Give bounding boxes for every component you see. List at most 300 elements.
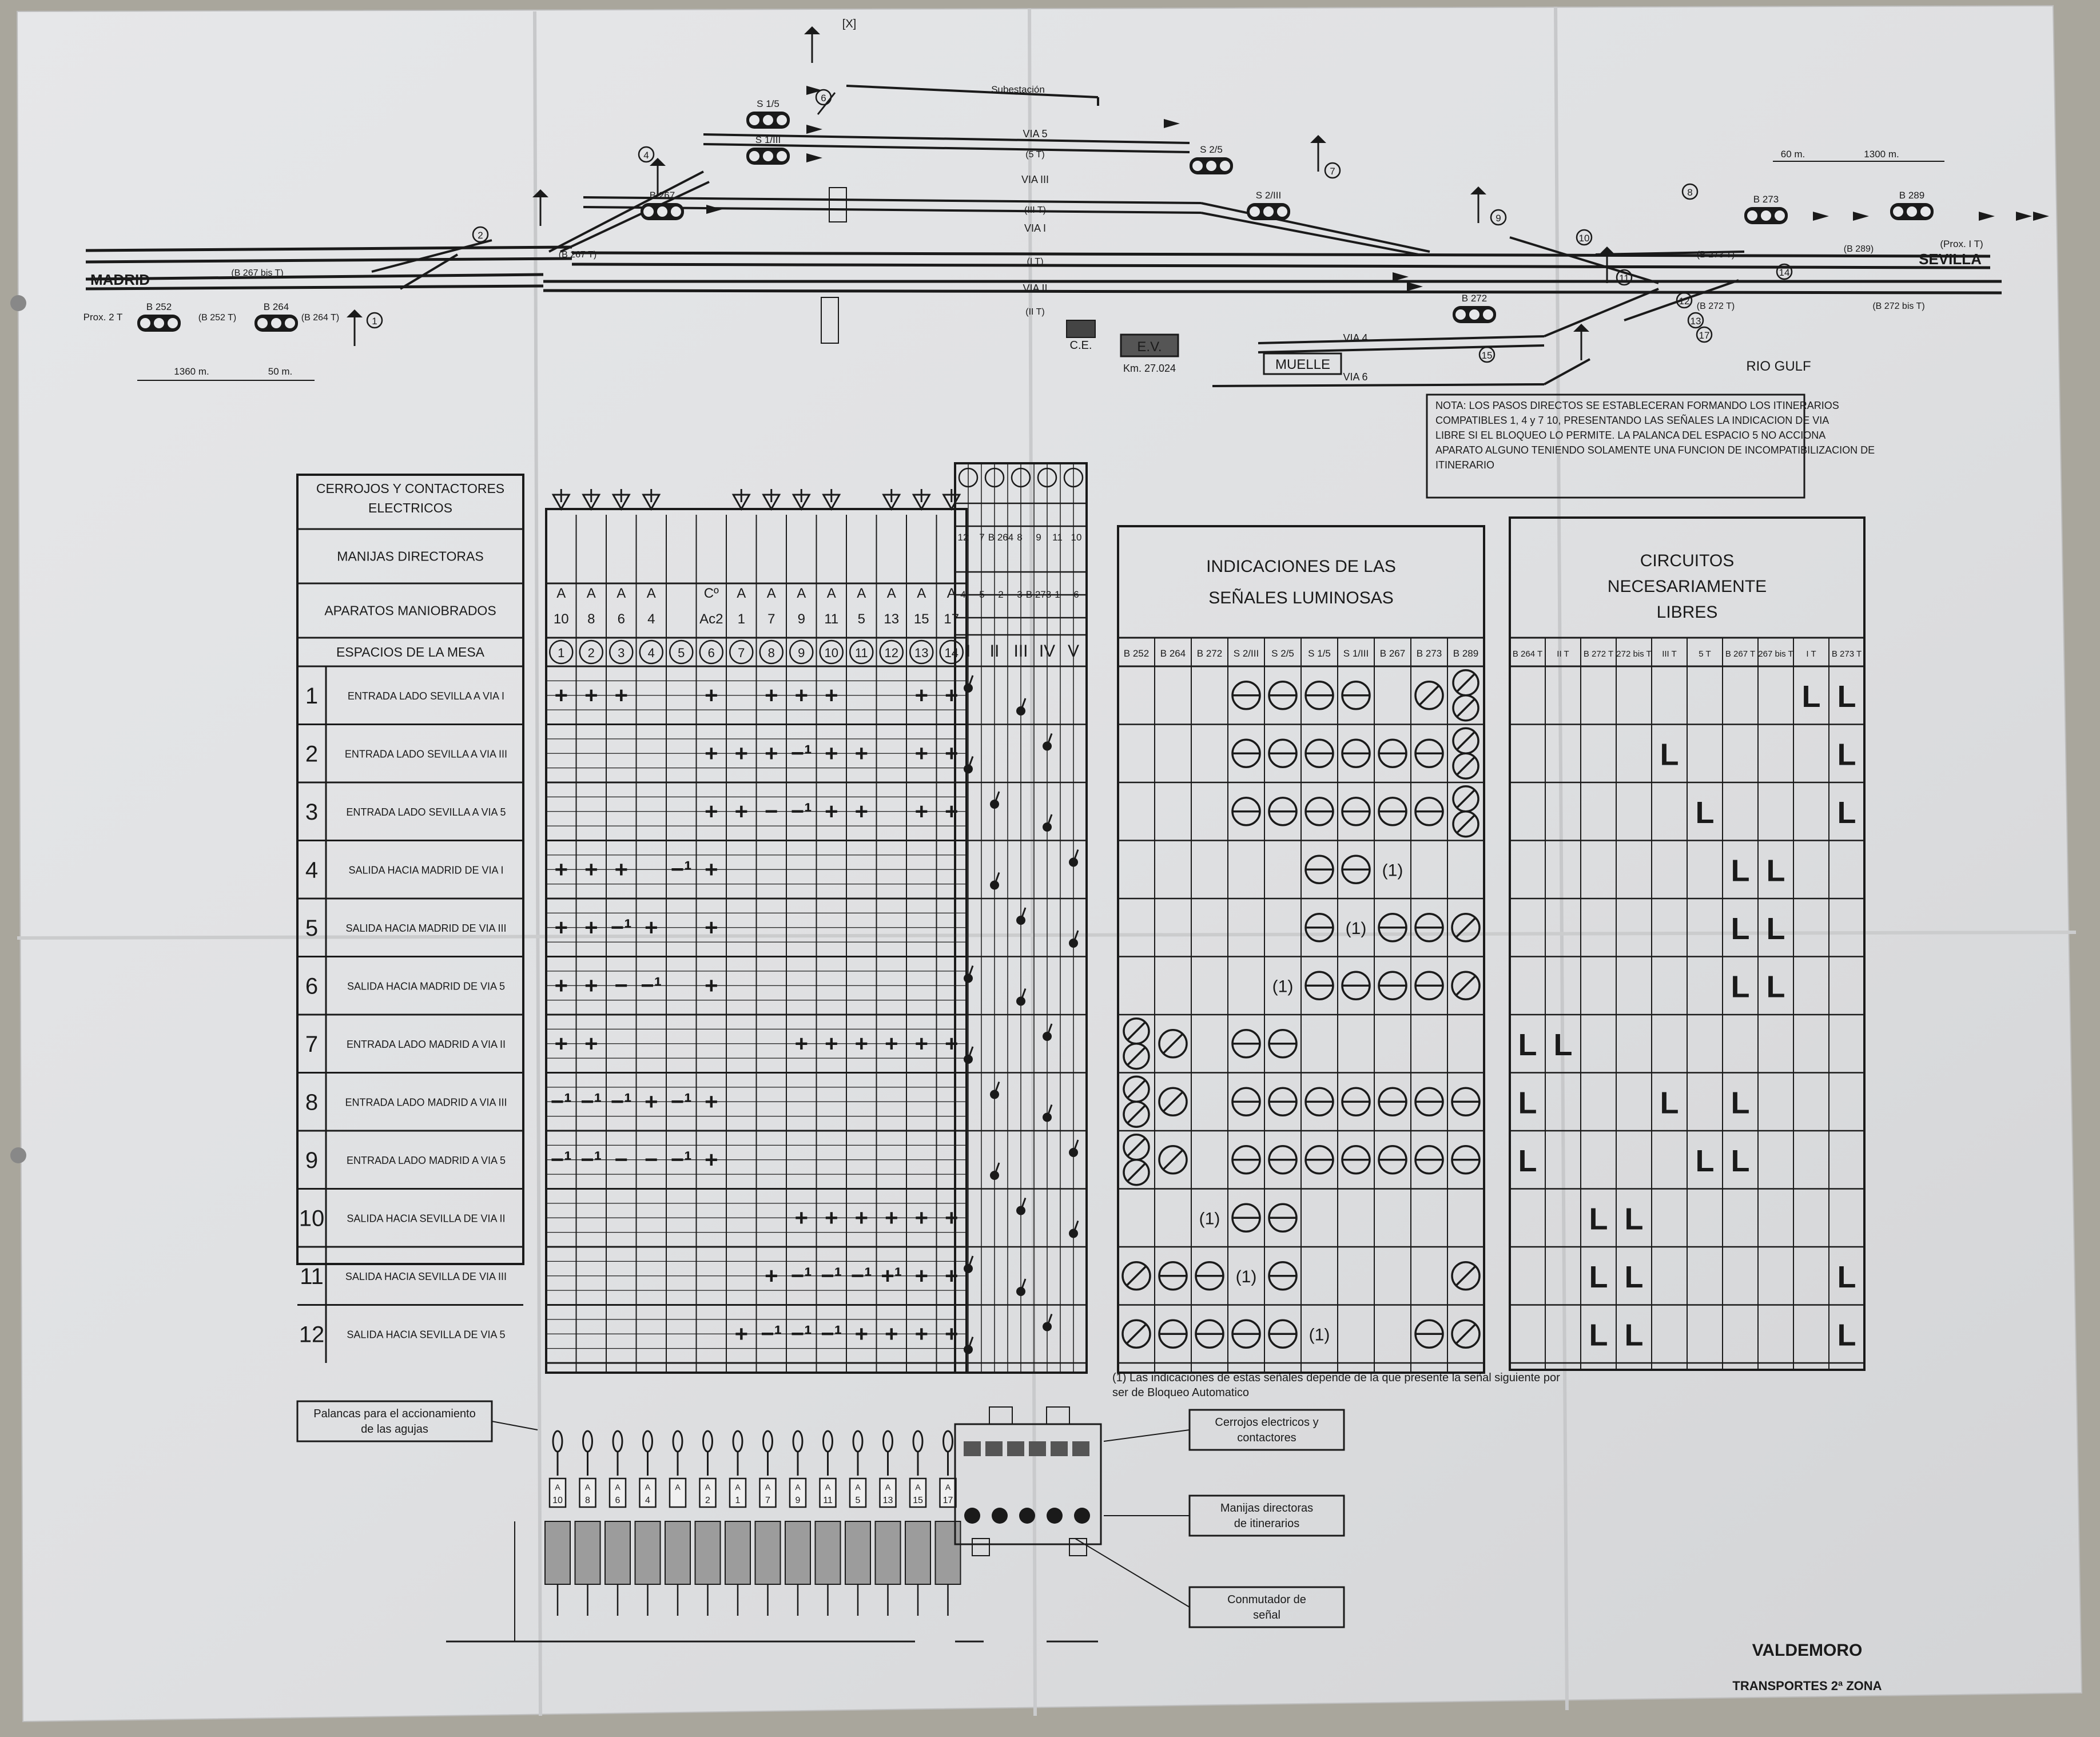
via-label: VIA III	[1021, 174, 1049, 185]
signals-column-header: B 273	[1416, 648, 1442, 659]
circuit-free-mark: L	[1837, 1259, 1856, 1294]
grid-cell-mark: −	[614, 1147, 628, 1172]
signal-name: B 264	[263, 301, 289, 312]
circuit-free-mark: L	[1731, 853, 1750, 888]
route-label: SALIDA HACIA SEVILLA DE VIA II	[347, 1213, 506, 1225]
grid-cell-mark: −¹	[790, 1263, 812, 1289]
grid-cell-mark: +	[854, 798, 868, 824]
manijas-label: Manijas directoras	[1220, 1502, 1314, 1515]
space-number: 5	[678, 646, 685, 660]
lever-tag-number: 7	[765, 1496, 770, 1505]
director-number: 10	[1071, 532, 1082, 543]
via-label: VIA 6	[1343, 371, 1368, 383]
lever-drum-icon	[635, 1521, 661, 1584]
rio-gulf-label: RIO GULF	[1746, 359, 1811, 374]
director-number: 7	[979, 532, 985, 543]
ce-box	[1067, 320, 1095, 337]
grid-cell-mark: −¹	[670, 1089, 692, 1115]
signal-name: B 267	[649, 190, 675, 201]
signal-lamp-icon	[1455, 309, 1466, 320]
director-column: II	[989, 642, 1000, 661]
route-number: 10	[299, 1206, 325, 1231]
signal-lamp-icon	[168, 318, 178, 328]
signal-lamp-icon	[154, 318, 164, 328]
lever-tag-number: 1	[735, 1496, 741, 1505]
director-number: 2	[998, 589, 1004, 600]
header-label: CERROJOS Y CONTACTORES	[316, 481, 505, 496]
circuit-label: (I T)	[1027, 257, 1044, 267]
grid-cell-mark: +	[825, 1031, 838, 1056]
director-number: 8	[1017, 532, 1023, 543]
frame-lock-icon	[985, 1441, 1003, 1456]
via-label: VIA 4	[1343, 332, 1368, 344]
lever-tag-letter: A	[885, 1482, 891, 1492]
distance-label: 50 m.	[268, 366, 293, 377]
grid-cell-mark: −¹	[670, 857, 692, 883]
signal-lamp-icon	[1483, 309, 1493, 320]
page-title: VALDEMORO	[1752, 1641, 1863, 1660]
signal-lamp-icon	[763, 151, 773, 161]
apparatus-number: 8	[587, 611, 595, 627]
apparatus-number: Ac2	[699, 611, 723, 627]
subestacion-label: Subestación	[991, 84, 1045, 95]
circuit-free-mark: L	[1766, 911, 1785, 946]
apparatus-number: 1	[737, 611, 745, 627]
circuit-free-mark: L	[1624, 1318, 1644, 1353]
circuits-column-header: III T	[1662, 649, 1677, 659]
distance-label: 60 m.	[1780, 149, 1805, 160]
grid-cell-mark: −¹	[550, 1147, 572, 1172]
circuit-free-mark: L	[1589, 1318, 1608, 1353]
lever-tag-letter: A	[765, 1482, 771, 1492]
signal-footnote-mark: (1)	[1235, 1267, 1257, 1286]
circuit-label: (B 267 bis T)	[231, 268, 284, 278]
grid-cell-mark: +	[584, 682, 598, 708]
grid-cell-mark: +	[854, 1321, 868, 1347]
page-subtitle: TRANSPORTES 2ª ZONA	[1732, 1679, 1882, 1693]
grid-cell-mark: +	[854, 1205, 868, 1231]
signal-name: S 2/III	[1255, 190, 1282, 201]
signal-name: B 289	[1899, 190, 1925, 201]
grid-cell-mark: −¹	[790, 741, 812, 766]
apparatus-letter: A	[737, 586, 746, 601]
apparatus-letter: A	[857, 586, 866, 601]
circuits-title: LIBRES	[1656, 603, 1718, 622]
grid-cell-mark: +	[945, 1031, 958, 1056]
signal-lamp-icon	[1775, 210, 1785, 221]
frame-lock-icon	[1007, 1441, 1024, 1456]
grid-cell-mark: +	[584, 973, 598, 999]
signals-footnote: (1) Las indicaciones de estas señales depende de la que presente la señal siguiente por	[1112, 1372, 1560, 1384]
circuit-free-mark: L	[1660, 737, 1679, 772]
grid-cell-mark: −	[765, 798, 778, 824]
distance-label: 1300 m.	[1864, 149, 1899, 160]
space-number: 10	[824, 646, 838, 660]
lever-tag-letter: A	[915, 1482, 921, 1492]
signal-footnote-mark: (1)	[1382, 861, 1403, 880]
header-label: ELECTRICOS	[368, 500, 452, 515]
lever-tag-number: 9	[795, 1496, 801, 1505]
signal-b252	[137, 315, 181, 332]
route-number: 12	[299, 1322, 325, 1348]
circuit-label: (B 272 T)	[1696, 301, 1735, 311]
director-column: I	[965, 642, 971, 661]
circuits-column-header: B 267 T	[1725, 649, 1756, 659]
apparatus-number: 17	[944, 611, 960, 627]
circuits-column-header: 267 bis T	[1758, 649, 1793, 659]
space-number: 11	[854, 646, 868, 660]
director-column: III	[1013, 642, 1028, 661]
route-number: 5	[305, 915, 319, 941]
grid-cell-mark: −¹	[610, 915, 632, 940]
grid-cell-mark: +	[584, 857, 598, 883]
grid-cell-mark: +	[945, 1321, 958, 1347]
switch-number: 14	[1779, 267, 1790, 278]
circuit-label: (III T)	[1024, 205, 1046, 215]
apparatus-number: 9	[797, 611, 805, 627]
signal-lamp-icon	[671, 206, 681, 217]
switch-number: 15	[1481, 350, 1493, 361]
signal-lamp-icon	[1469, 309, 1479, 320]
apparatus-letter: A	[766, 586, 776, 601]
signal-s25	[1190, 157, 1233, 174]
distance-label: 1360 m.	[174, 366, 209, 377]
grid-cell-mark: −¹	[670, 1147, 692, 1172]
lever-drum-icon	[936, 1521, 961, 1584]
circuit-free-mark: L	[1731, 1143, 1750, 1178]
grid-cell-mark: −¹	[790, 1321, 812, 1347]
lever-tag-number: 2	[705, 1496, 710, 1505]
circuit-free-mark: L	[1695, 795, 1715, 830]
signal-name: B 272	[1461, 293, 1488, 304]
signal-lamp-icon	[1747, 210, 1757, 221]
circuits-column-header: 5 T	[1699, 649, 1711, 659]
signal-b289	[1890, 203, 1934, 220]
grid-cell-mark: +	[645, 915, 658, 940]
grid-cell-mark: +	[825, 798, 838, 824]
apparatus-number: 7	[767, 611, 775, 627]
signal-name: S 1/III	[755, 134, 781, 145]
grid-cell-mark: −¹	[550, 1089, 572, 1115]
grid-cell-mark: +	[765, 682, 778, 708]
route-number: 8	[305, 1090, 319, 1115]
lever-tag-letter: A	[705, 1482, 711, 1492]
signal-lamp-icon	[777, 151, 787, 161]
lever-drum-icon	[755, 1521, 781, 1584]
switch-number: 4	[643, 150, 649, 161]
signal-b273	[1744, 207, 1788, 224]
lever-drum-icon	[725, 1521, 750, 1584]
circuit-free-mark: L	[1624, 1202, 1644, 1237]
circuits-column-header: I T	[1806, 649, 1816, 659]
circuit-label: (B 264 T)	[301, 313, 340, 323]
signal-lamp-icon	[1893, 206, 1903, 217]
signal-lamp-icon	[643, 206, 654, 217]
grid-cell-mark: −¹	[641, 973, 662, 999]
switch-number: 10	[1578, 233, 1590, 244]
director-number: 12	[957, 532, 969, 543]
grid-cell-mark: +	[554, 973, 568, 999]
route-label: SALIDA HACIA MADRID DE VIA III	[345, 922, 507, 934]
signals-column-header: S 2/5	[1271, 648, 1294, 659]
lever-tag-letter: A	[825, 1482, 831, 1492]
route-number: 6	[305, 973, 319, 999]
lever-tag-letter: A	[945, 1482, 951, 1492]
grid-cell-mark: +	[705, 682, 718, 708]
grid-cell-mark: +	[825, 682, 838, 708]
route-label: ENTRADA LADO MADRID A VIA III	[345, 1096, 507, 1108]
punch-hole	[10, 295, 26, 311]
madrid-label: MADRID	[90, 271, 150, 288]
muelle-label: MUELLE	[1275, 357, 1331, 372]
circuit-free-mark: L	[1731, 911, 1750, 946]
route-label: SALIDA HACIA SEVILLA DE VIA 5	[347, 1329, 506, 1341]
signal-lamp-icon	[1220, 161, 1230, 171]
signal-footnote-mark: (1)	[1345, 919, 1367, 938]
lever-drum-icon	[605, 1521, 630, 1584]
grid-cell-mark: +	[705, 1089, 718, 1115]
grid-cell-mark: +	[705, 915, 718, 940]
circuit-free-mark: L	[1837, 737, 1856, 772]
signals-title: SEÑALES LUMINOSAS	[1208, 589, 1394, 607]
grid-cell-mark: +	[914, 1263, 928, 1289]
via-label: VIA II	[1023, 283, 1048, 294]
x-mark: [X]	[842, 18, 857, 30]
frame-handle-icon	[992, 1508, 1008, 1524]
signal-name: B 273	[1753, 194, 1779, 205]
signal-s1iii	[746, 148, 790, 165]
signal-lamp-icon	[1920, 206, 1931, 217]
grid-cell-mark: +	[584, 1031, 598, 1056]
frame-handle-icon	[964, 1508, 980, 1524]
grid-cell-mark: +	[914, 682, 928, 708]
lever-drum-icon	[816, 1521, 841, 1584]
signals-footnote: ser de Bloqueo Automatico	[1112, 1386, 1250, 1399]
route-number: 2	[305, 741, 319, 767]
signal-lamp-icon	[140, 318, 150, 328]
circuits-title: CIRCUITOS	[1640, 551, 1735, 570]
route-number: 9	[305, 1147, 319, 1173]
frame-lock-icon	[964, 1441, 981, 1456]
apparatus-number: 15	[913, 611, 929, 627]
space-number: 1	[558, 646, 565, 660]
lever-tag-number: 5	[855, 1496, 861, 1505]
grid-cell-mark: +	[945, 1205, 958, 1231]
signal-name: B 252	[146, 301, 172, 312]
signals-column-header: B 272	[1196, 648, 1223, 659]
lever-tag-number: 6	[615, 1496, 621, 1505]
director-number: 5	[979, 589, 985, 600]
route-number: 1	[305, 683, 319, 709]
signal-lamp-icon	[777, 115, 787, 125]
signal-b267	[641, 203, 684, 220]
signal-footnote-mark: (1)	[1308, 1325, 1330, 1345]
grid-cell-mark: +	[914, 1205, 928, 1231]
grid-cell-mark: +	[705, 741, 718, 766]
circuits-title: NECESARIAMENTE	[1607, 577, 1767, 596]
director-number: B 273	[1025, 589, 1052, 600]
grid-cell-mark: +	[734, 741, 748, 766]
grid-cell-mark: +	[554, 682, 568, 708]
grid-cell-mark: +	[885, 1321, 898, 1347]
signals-column-header: B 264	[1160, 648, 1186, 659]
circuit-label: (B 272 bis T)	[1872, 301, 1925, 311]
lever-tag-letter: A	[855, 1482, 861, 1492]
director-number: 9	[1036, 532, 1041, 543]
circuit-free-mark: L	[1766, 969, 1785, 1004]
grid-cell-mark: −¹	[580, 1089, 602, 1115]
circuit-free-mark: L	[1624, 1259, 1644, 1294]
lever-drum-icon	[545, 1521, 570, 1584]
director-column: V	[1067, 642, 1080, 661]
apparatus-letter: A	[826, 586, 836, 601]
frame-handle-icon	[1047, 1508, 1063, 1524]
signals-column-header: B 267	[1379, 648, 1406, 659]
signals-title: INDICACIONES DE LAS	[1206, 557, 1396, 576]
circuits-column-header: 272 bis T	[1616, 649, 1652, 659]
grid-cell-mark: +	[794, 1031, 808, 1056]
grid-cell-mark: +	[914, 798, 928, 824]
circuit-label: (5 T)	[1025, 150, 1045, 160]
header-label: MANIJAS DIRECTORAS	[337, 548, 484, 564]
lever-tag-letter: A	[795, 1482, 801, 1492]
cerrojos-label: contactores	[1237, 1432, 1296, 1444]
apparatus-number: 4	[647, 611, 655, 627]
space-number: 13	[914, 646, 929, 660]
grid-cell-mark: +¹	[881, 1263, 902, 1289]
palancas-label: de las agujas	[361, 1423, 428, 1436]
prox-label: Prox. 2 T	[83, 312, 123, 323]
frame-handle-icon	[1074, 1508, 1090, 1524]
switch-number: 12	[1679, 296, 1690, 307]
switch-number: 7	[1330, 166, 1335, 177]
grid-cell-mark: −¹	[790, 798, 812, 824]
grid-cell-mark: +	[705, 857, 718, 883]
grid-cell-mark: +	[945, 798, 958, 824]
apparatus-letter: A	[797, 586, 806, 601]
grid-cell-mark: −¹	[821, 1263, 842, 1289]
grid-cell-mark: −¹	[610, 1089, 632, 1115]
circuits-column-header: B 272 T	[1583, 649, 1614, 659]
palancas-label: Palancas para el accionamiento	[313, 1408, 476, 1420]
director-number: 11	[1052, 532, 1063, 543]
grid-cell-mark: −¹	[761, 1321, 782, 1347]
grid-cell-mark: +	[645, 1089, 658, 1115]
switch-number: 1	[372, 316, 377, 327]
circuit-label: (B 289)	[1843, 244, 1874, 254]
grid-cell-mark: +	[705, 798, 718, 824]
switch-number: 8	[1687, 187, 1693, 198]
apparatus-letter: A	[886, 586, 896, 601]
circuit-free-mark: L	[1660, 1086, 1679, 1120]
lever-tag-letter: A	[584, 1482, 591, 1492]
grid-cell-mark: −	[614, 973, 628, 999]
space-number: 12	[884, 646, 898, 660]
grid-cell-mark: +	[734, 798, 748, 824]
signal-lamp-icon	[1206, 161, 1216, 171]
frame-lock-icon	[1051, 1441, 1068, 1456]
signal-b272	[1453, 306, 1496, 323]
director-number: 3	[1017, 589, 1023, 600]
apparatus-letter: A	[617, 586, 626, 601]
frame-lock-icon	[1072, 1441, 1089, 1456]
lever-tag-letter: A	[735, 1482, 741, 1492]
route-label: SALIDA HACIA MADRID DE VIA 5	[347, 980, 506, 992]
route-number: 11	[300, 1263, 324, 1289]
grid-cell-mark: +	[825, 1205, 838, 1231]
signal-lamp-icon	[271, 318, 281, 328]
signal-lamp-icon	[285, 318, 295, 328]
space-number: 8	[767, 646, 775, 660]
route-label: ENTRADA LADO SEVILLA A VIA 5	[346, 806, 506, 818]
circuit-label: (B 252 T)	[198, 313, 237, 323]
route-label: ENTRADA LADO MADRID A VIA II	[346, 1038, 506, 1050]
switch-number: 17	[1699, 330, 1710, 341]
grid-cell-mark: +	[825, 741, 838, 766]
director-number: 4	[960, 589, 966, 600]
circuits-column-header: B 264 T	[1512, 649, 1543, 659]
cerrojos-label: Cerrojos electricos y	[1215, 1416, 1319, 1429]
circuit-free-mark: L	[1589, 1259, 1608, 1294]
signal-footnote-mark: (1)	[1272, 977, 1294, 996]
apparatus-letter: Cº	[703, 586, 719, 601]
grid-cell-mark: +	[614, 857, 628, 883]
circuit-free-mark: L	[1518, 1143, 1537, 1178]
circuit-free-mark: L	[1766, 853, 1785, 888]
circuit-free-mark: L	[1518, 1027, 1537, 1062]
punch-hole	[10, 1147, 26, 1163]
grid-cell-mark: −	[645, 1147, 658, 1172]
signals-column-header: S 2/III	[1233, 648, 1259, 659]
grid-cell-mark: +	[945, 1263, 958, 1289]
grid-cell-mark: +	[854, 1031, 868, 1056]
signals-column-header: S 1/III	[1343, 648, 1369, 659]
lever-tag-number: 11	[823, 1496, 833, 1505]
grid-cell-mark: +	[945, 682, 958, 708]
lever-tag-number: 10	[552, 1496, 563, 1505]
grid-cell-mark: +	[914, 1031, 928, 1056]
lever-tag-letter: A	[675, 1482, 681, 1492]
apparatus-letter: A	[646, 586, 656, 601]
grid-cell-mark: +	[705, 973, 718, 999]
grid-cell-mark: −¹	[821, 1321, 842, 1347]
circuits-column-header: B 273 T	[1831, 649, 1862, 659]
route-label: ENTRADA LADO SEVILLA A VIA I	[347, 690, 505, 702]
signal-lamp-icon	[749, 151, 759, 161]
apparatus-number: 10	[553, 611, 569, 627]
lever-tag-number: 17	[942, 1496, 953, 1505]
header-label: APARATOS MANIOBRADOS	[324, 603, 496, 618]
signal-lamp-icon	[1250, 206, 1260, 217]
route-number: 3	[305, 799, 319, 825]
grid-cell-mark: +	[734, 1321, 748, 1347]
switch-number: 11	[1619, 273, 1629, 284]
grid-cell-mark: +	[584, 915, 598, 940]
lever-drum-icon	[785, 1521, 810, 1584]
apparatus-letter: A	[556, 586, 566, 601]
lever-drum-icon	[905, 1521, 930, 1584]
circuit-free-mark: L	[1589, 1202, 1608, 1237]
apparatus-letter: A	[917, 586, 926, 601]
lever-drum-icon	[665, 1521, 690, 1584]
grid-cell-mark: +	[705, 1147, 718, 1172]
lever-drum-icon	[845, 1521, 870, 1584]
route-number: 7	[305, 1031, 319, 1057]
grid-cell-mark: +	[765, 1263, 778, 1289]
space-number: 3	[618, 646, 625, 660]
manijas-label: de itinerarios	[1234, 1517, 1300, 1530]
switch-number: 13	[1690, 316, 1701, 327]
